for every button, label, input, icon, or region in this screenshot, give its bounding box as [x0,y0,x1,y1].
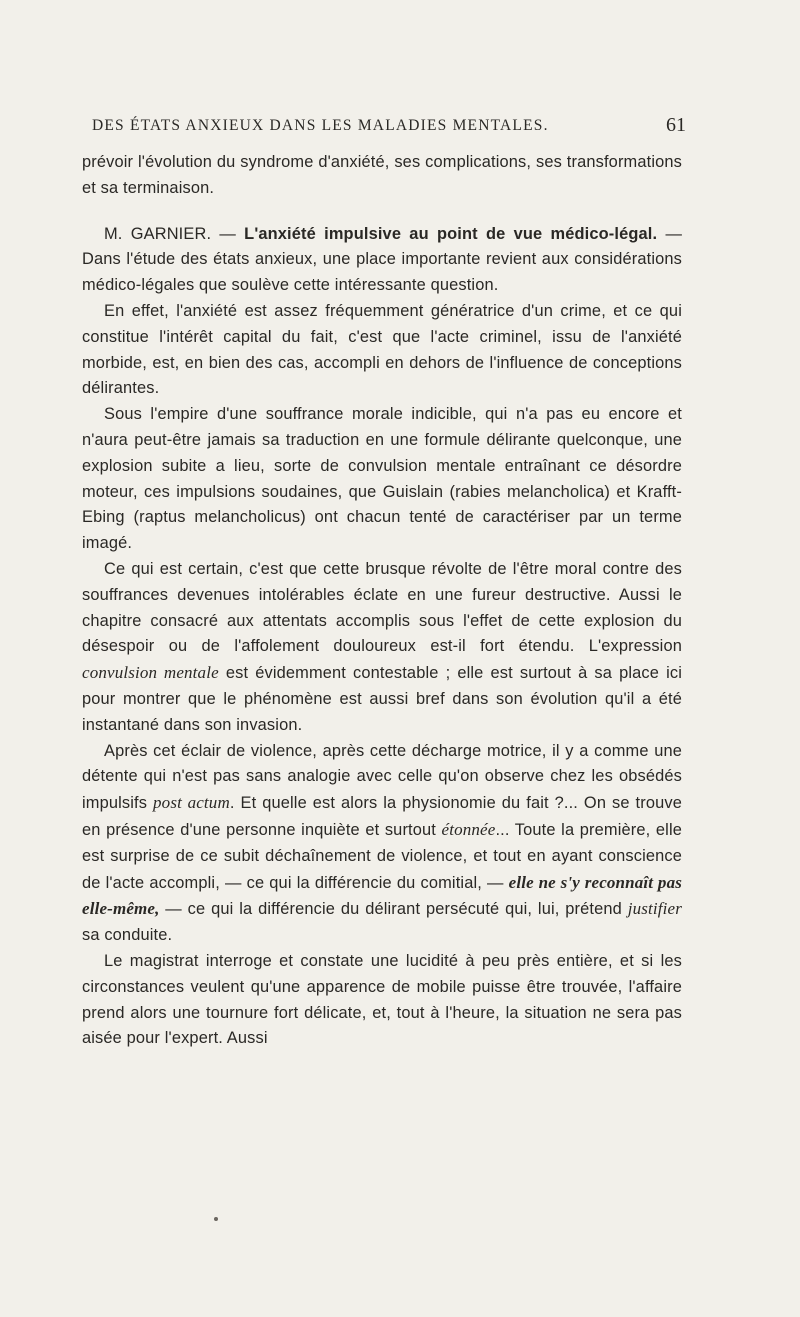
ink-speck [214,1217,218,1221]
paragraph-6 [82,739,682,949]
paragraph-5 [82,557,682,739]
page-header [82,114,686,145]
italic-justifier: justifier [627,899,682,919]
paragraph-7: Le magistrat interroge et constate une lucidité à peu près entière, et si les circonstances veulent qu'une apparence de mobile puisse être trouvée, l'affaire prend alors une tournure fort délicate, et, tout à l'heure, la situation ne sera pas aisée pour l'expert. Aussi [82,951,682,1048]
paragraph-2 [82,222,682,299]
paragraph-4: Sous l'empire d'une souffrance morale indicible, qui n'a pas eu encore et n'aura peut-être jamais sa traduction en une formule délirante quelconque, une explosion subite a lieu, sorte de convulsion mentale entraînant ce désordre moteur, ces impulsions soudaines, que Guislain (rabies melancholica) et Krafft-Ebing (raptus melancholicus) ont chacun tenté de caractériser par un terme imagé. [82,405,682,553]
italic-term: convulsion mentale [82,663,219,683]
paragraph-6-text-b: . Et quelle est alors la physionomie du fait ?... On se trouve en présence d'une personne inquiète et surtout [82,794,682,839]
running-head: DES ÉTATS ANXIEUX DANS LES MALADIES MENTALES. [92,117,549,134]
author-name: M. GARNIER. [104,224,212,243]
page-number: 61 [666,114,686,136]
italic-etonnee: étonnée [441,819,496,839]
paragraph-3: En effet, l'anxiété est assez fréquemment génératrice d'un crime, et ce qui constitue l'intérêt capital du fait, c'est que l'acte criminel, issu de l'anxiété morbide, est, en bien des cas, accompli en dehors de l'influence de conceptions délirantes. [82,301,682,398]
paragraph-6-text-c: ... Toute la première, elle est surprise de ce subit déchaînement de violence, et tout en ayant conscience de l'acte accompli, — ce qui la différencie du comitial, — [82,820,682,892]
paragraph-6-text-a: Après cet éclair de violence, après cette décharge motrice, il y a comme une détente qui n'est pas sans analogie avec celle qu'on observe chez les obsédés impulsifs [82,741,682,813]
body-text [82,150,682,1052]
paragraph-2-text: — Dans l'étude des états anxieux, une place importante revient aux considérations médico-légales que soulève cette intéressante question. [82,224,682,295]
paragraph-5-text-a: Ce qui est certain, c'est que cette brusque révolte de l'être moral contre des souffrances devenues intolérables éclate en une fureur destructive. Aussi le chapitre consacré aux attentats accomplis sous l'effet de cette explosion du désespoir ou de l'affolement douloureux est-il fort étendu. L'expression [82,559,682,656]
paragraph-5-text-b: est évidemment contestable ; elle est surtout à sa place ici pour montrer que le phénomène est aussi bref dans son évolution qu'il a été instantané dans son invasion. [82,664,682,734]
paragraph-6-text-d: — ce qui la différencie du délirant persécuté qui, lui, prétend [159,900,628,919]
italic-post-actum: post actum [153,793,230,813]
dash: — [211,224,245,243]
paragraph-6-text-e: sa conduite. [82,926,173,945]
paragraph-1: prévoir l'évolution du syndrome d'anxiété, ses complications, ses transformations et sa terminaison. [82,153,682,197]
section-title: L'anxiété impulsive au point de vue médico-légal. [244,224,658,243]
italic-reconnait: elle ne s'y reconnaît pas elle-même, [82,872,682,919]
